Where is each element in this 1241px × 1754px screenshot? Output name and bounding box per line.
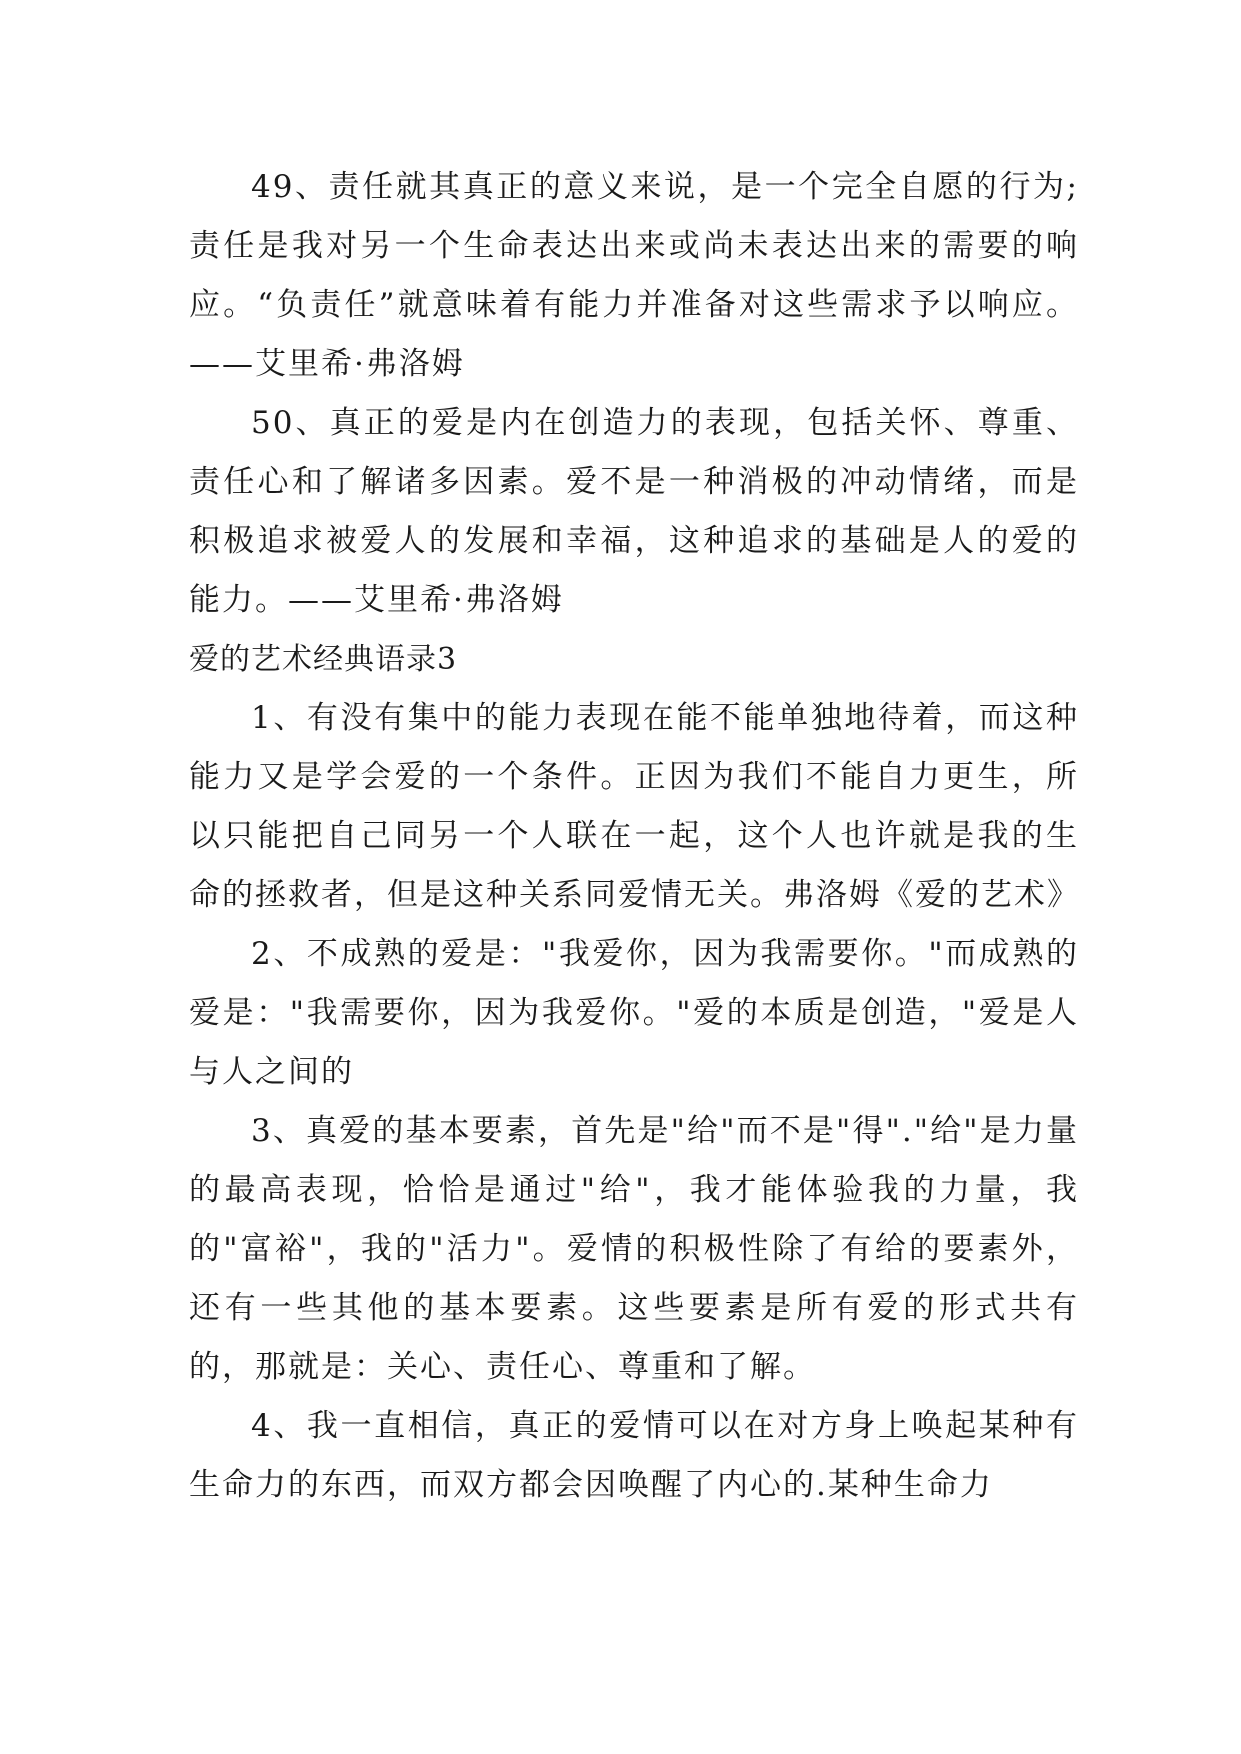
paragraph-quote-50: 50、真正的爱是内在创造力的表现，包括关怀、尊重、责任心和了解诸多因素。爱不是一种消极的冲动情绪，而是积极追求被爱人的发展和幸福，这种追求的基础是人的爱的能力。——艾里希·弗洛姆 (189, 405, 1079, 618)
section-heading: 爱的艺术经典语录3 (189, 642, 458, 677)
paragraph-quote-3: 3、真爱的基本要素，首先是"给"而不是"得"."给"是力量的最高表现，恰恰是通过"给"，我才能体验我的力量，我的"富裕"，我的"活力"。爱情的积极性除了有给的要素外，还有一些其他的基本要素。这些要素是所有爱的形式共有的，那就是：关心、责任心、尊重和了解。 (189, 1113, 1079, 1385)
paragraph-quote-2: 2、不成熟的爱是："我爱你，因为我需要你。"而成熟的爱是："我需要你，因为我爱你。"爱的本质是创造，"爱是人与人之间的 (189, 936, 1079, 1090)
paragraph-quote-49: 49、责任就其真正的意义来说，是一个完全自愿的行为;责任是我对另一个生命表达出来或尚未表达出来的需要的响应。“负责任”就意味着有能力并准备对这些需求予以响应。——艾里希·弗洛姆 (189, 169, 1079, 382)
document-body (189, 158, 1079, 1515)
paragraph-quote-4: 4、我一直相信，真正的爱情可以在对方身上唤起某种有生命力的东西，而双方都会因唤醒了内心的.某种生命力 (189, 1408, 1079, 1503)
paragraph-quote-1: 1、有没有集中的能力表现在能不能单独地待着，而这种能力又是学会爱的一个条件。正因为我们不能自力更生，所以只能把自己同另一个人联在一起，这个人也许就是我的生命的拯救者，但是这种关系同爱情无关。弗洛姆《爱的艺术》 (189, 700, 1080, 913)
